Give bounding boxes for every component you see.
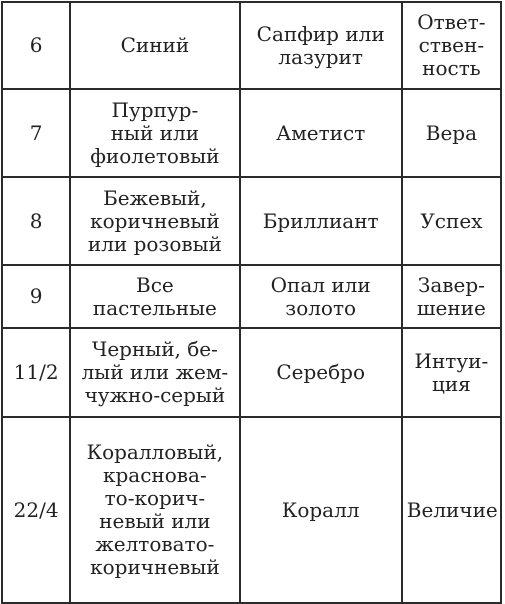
quality-cell: Величие	[402, 417, 501, 603]
number-cell: 9	[2, 265, 70, 328]
color-cell: Коралловый, краснова- то-корич- невый или желтовато- коричневый	[70, 417, 239, 603]
table-row	[2, 177, 501, 265]
quality-cell: Ответ- ствен- ность	[402, 2, 501, 89]
quality-cell: Завер- шение	[402, 265, 501, 328]
number-cell: 22/4	[2, 417, 70, 603]
table-row	[2, 265, 501, 328]
color-cell: Черный, бе- лый или жем- чужно-серый	[70, 328, 239, 417]
quality-cell: Интуи- ция	[402, 328, 501, 417]
stone-cell: Сапфир или лазурит	[240, 2, 402, 89]
number-cell: 8	[2, 177, 70, 265]
number-cell: 6	[2, 2, 70, 89]
color-cell: Все пастельные	[70, 265, 239, 328]
table-row	[2, 417, 501, 603]
quality-cell: Вера	[402, 89, 501, 177]
stone-cell: Серебро	[240, 328, 402, 417]
color-cell: Бежевый, коричневый или розовый	[70, 177, 239, 265]
color-cell: Синий	[70, 2, 239, 89]
stone-cell: Бриллиант	[240, 177, 402, 265]
color-cell: Пурпур- ный или фиолетовый	[70, 89, 239, 177]
quality-cell: Успех	[402, 177, 501, 265]
table-row	[2, 89, 501, 177]
table-row	[2, 328, 501, 417]
stone-cell: Опал или золото	[240, 265, 402, 328]
stone-cell: Коралл	[240, 417, 402, 603]
stone-cell: Аметист	[240, 89, 402, 177]
number-cell: 7	[2, 89, 70, 177]
table-row	[2, 2, 501, 89]
number-cell: 11/2	[2, 328, 70, 417]
numerology-table	[1, 1, 502, 604]
